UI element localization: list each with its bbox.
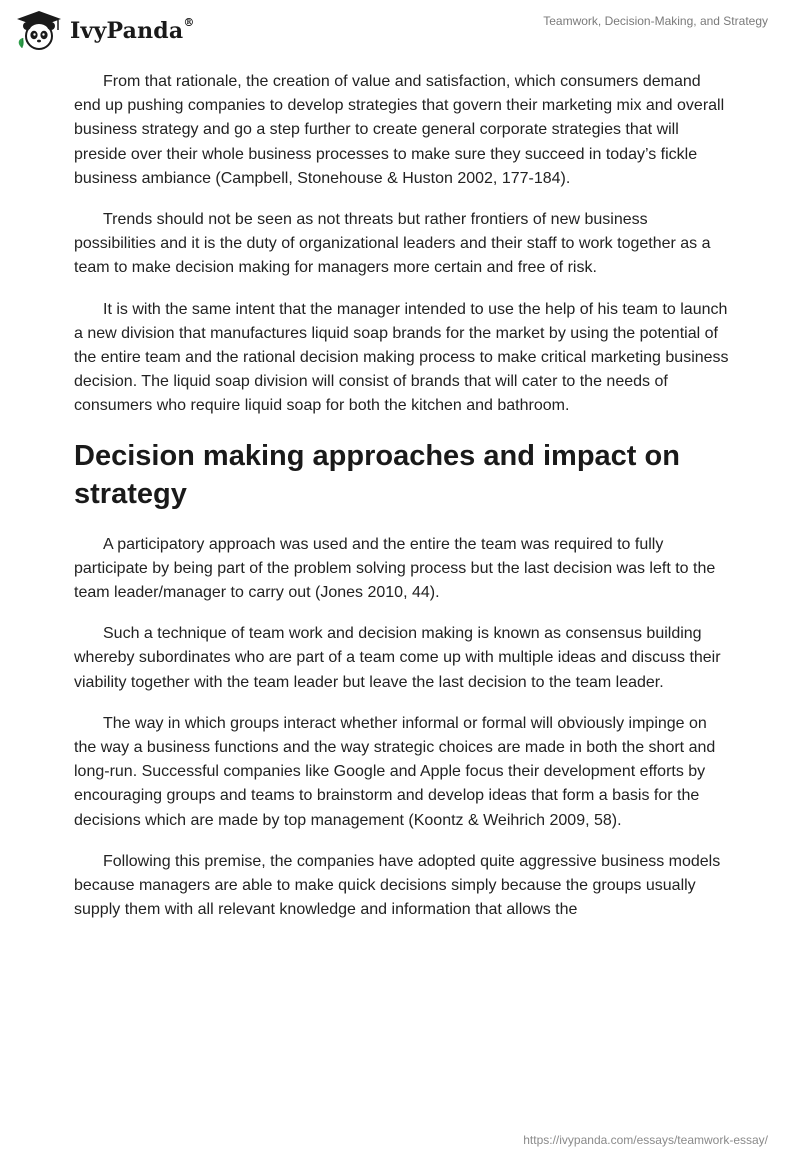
paragraph: A participatory approach was used and the entire the team was required to fully participate by being part of the problem solving process but the last decision was left to the team leader/manager to carry out (Jones 2010, 44). — [74, 535, 716, 602]
source-url-link[interactable]: https://ivypanda.com/essays/teamwork-essay/ — [523, 1133, 768, 1147]
paragraph: It is with the same intent that the manager intended to use the help of his team to launch a new division that manufactures liquid soap brands for the market by using the potential of the entire team and the rational decision making process to make critical marketing business decision. The liquid soap division will consist of brands that will cater to the needs of consumers who require liquid soap for both the kitchen and bathroom. — [74, 300, 729, 415]
brand-text: IvyPanda — [70, 18, 184, 44]
section-heading: Decision making approaches and impact on strategy — [74, 439, 680, 510]
paragraph: Following this premise, the companies have adopted quite aggressive business models because managers are able to make quick decisions simply because the groups usually supply them with all relevant knowledge and information that allows the — [74, 852, 721, 919]
paragraph: Such a technique of team work and decision making is known as consensus building whereby subordinates who are part of a team come up with multiple ideas and discuss their viability together with the team leader but leave the last decision to the team leader. — [74, 625, 721, 691]
paragraph: The way in which groups interact whether informal or formal will obviously impinge on the way a business functions and the way strategic choices are made in both the short and long-run. Successful companies like Google and Apple focus their development efforts by encouraging groups and teams to brainstorm and develop ideas that form a basis for the decisions which are made by top management (Koontz & Weihrich 2009, 58). — [74, 714, 716, 829]
document-title: Teamwork, Decision-Making, and Strategy — [543, 14, 768, 28]
brand-name — [70, 18, 195, 44]
panda-graduate-icon — [14, 10, 64, 52]
paragraph: Trends should not be seen as not threats but rather frontiers of new business possibilities and it is the duty of organizational leaders and their staff to work together as a team to make decision making for managers more certain and free of risk. — [74, 211, 711, 277]
ivypanda-logo[interactable] — [14, 10, 195, 52]
registered-mark: ® — [183, 16, 195, 29]
page-header — [0, 0, 800, 62]
essay-body — [74, 70, 730, 939]
paragraph: From that rationale, the creation of value and satisfaction, which consumers demand end up pushing companies to develop strategies that govern their marketing mix and overall business strategy and go a step further to create general corporate strategies that will preside over their whole business processes to make sure they succeed in today’s fickle business ambiance (Campbell, Stonehouse & Huston 2002, 177-184). — [74, 73, 725, 187]
